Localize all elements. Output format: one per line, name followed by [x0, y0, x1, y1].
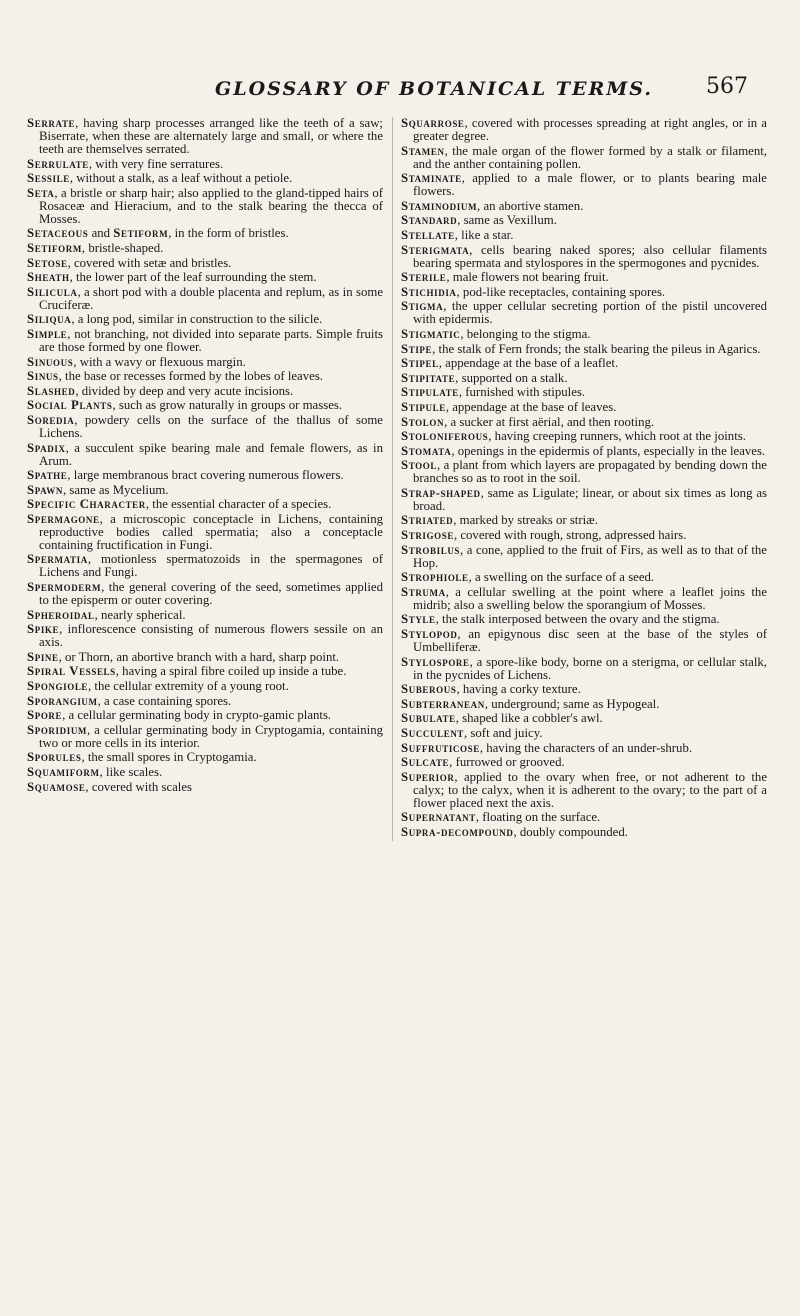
right-column	[392, 117, 767, 841]
entry-term: Stylopod	[401, 627, 458, 642]
entry-term: Subterranean	[401, 696, 485, 711]
entry-definition: , a sucker at first aërial, and then rooting.	[444, 414, 655, 429]
entry-term: Spongiole	[27, 679, 89, 694]
left-column	[27, 117, 383, 795]
entry-term: Setose	[27, 255, 68, 270]
entry-term: Spawn	[27, 482, 63, 497]
glossary-entry	[27, 766, 383, 779]
entry-definition: , cells bearing naked spores; also cellular filaments bearing spermata and stylospores in the spermogones and pycnides.	[413, 242, 767, 270]
glossary-entry	[401, 300, 767, 326]
entry-definition: , or Thorn, an abortive branch with a hard, sharp point.	[58, 649, 340, 664]
entry-term: Stipulate	[401, 385, 459, 400]
glossary-entry	[27, 623, 383, 649]
entry-definition: , motionless spermatozoids in the spermagones of Lichens and Fungi.	[39, 552, 383, 580]
entry-definition: , the small spores in Cryptogamia.	[81, 750, 257, 765]
entry-definition: , divided by deep and very acute incisions.	[75, 383, 294, 398]
entry-definition: , powdery cells on the surface of the thallus of some Lichens.	[39, 412, 383, 440]
glossary-entry	[401, 271, 767, 284]
glossary-entry	[27, 484, 383, 497]
entry-definition: , soft and juicy.	[464, 726, 543, 740]
glossary-entry	[401, 487, 767, 513]
glossary-entry	[27, 242, 383, 255]
glossary-entry	[27, 399, 383, 412]
entry-term: Sulcate	[401, 755, 450, 770]
entry-term: Standard	[401, 213, 458, 228]
entry-term: Supra-decompound	[401, 824, 514, 839]
glossary-entry	[27, 498, 383, 511]
entry-term: Sporidium	[27, 722, 88, 737]
glossary-entry	[27, 313, 383, 326]
glossary-entry	[27, 172, 383, 185]
entry-definition: , nearly spherical.	[94, 607, 186, 622]
glossary-entry	[27, 158, 383, 171]
glossary-entry	[401, 416, 767, 429]
entry-term: Sessile	[27, 171, 70, 186]
entry-definition: , a cellular germinating body in crypto-gamic plants.	[62, 708, 332, 723]
glossary-entry	[401, 117, 767, 143]
glossary-entry	[401, 172, 767, 198]
entry-term: Setiform	[27, 240, 82, 255]
entry-definition: , having a spiral fibre coiled up inside a tube.	[115, 664, 347, 679]
glossary-entry	[401, 529, 767, 542]
entry-definition: , openings in the epidermis of plants, especially in the leaves.	[451, 443, 766, 458]
entry-definition: , without a stalk, as a leaf without a petiole.	[69, 171, 293, 186]
entry-definition: , an abortive stamen.	[477, 198, 584, 213]
entry-definition: , a cone, applied to the fruit of Firs, as well as to that of the Hop.	[413, 542, 767, 570]
running-head: GLOSSARY OF BOTANICAL TERMS.	[215, 78, 653, 100]
entry-term: Spermoderm	[27, 580, 102, 595]
entry-definition: , a long pod, similar in construction to the silicle.	[71, 312, 323, 327]
entry-definition: , having a corky texture.	[456, 682, 581, 697]
glossary-entry	[401, 514, 767, 527]
entry-definition: , like a star.	[454, 227, 514, 242]
glossary-entry	[27, 257, 383, 270]
glossary-entry	[27, 356, 383, 369]
entry-definition: , same as Vexillum.	[457, 213, 557, 228]
entry-term: Sporules	[27, 750, 82, 765]
entry-definition: , covered with processes spreading at right angles, or in a greater degree.	[413, 116, 767, 143]
entry-definition: and	[88, 226, 114, 241]
entry-term: Succulent	[401, 726, 465, 740]
glossary-entry	[401, 544, 767, 570]
entry-definition: , floating on the surface.	[475, 810, 601, 825]
entry-definition: , having sharp processes arranged like the teeth of a saw; Biserrate, when these are alternately large and small, or where the teeth are themselves serrated.	[39, 116, 383, 156]
entry-term: Slashed	[27, 383, 76, 398]
entry-term: Superior	[401, 769, 455, 784]
entry-term: Strobilus	[401, 542, 461, 557]
entry-term: Spermatia	[27, 552, 88, 567]
entry-definition: , inflorescence consisting of numerous flowers sessile on an axis.	[39, 622, 383, 650]
entry-term: Stomata	[401, 443, 452, 458]
entry-term: Suberous	[401, 682, 457, 697]
glossary-entry	[401, 372, 767, 385]
entry-definition: , the upper cellular secreting portion of the pistil uncovered with epidermis.	[413, 299, 767, 327]
glossary-entry	[401, 628, 767, 654]
entry-definition: , covered with setæ and bristles.	[67, 255, 232, 270]
entry-definition: , like scales.	[99, 765, 163, 779]
entry-definition: , a spore-like body, borne on a sterigma, or cellular stalk, in the pycnides of Lichens.	[413, 654, 767, 682]
glossary-entry	[401, 727, 767, 740]
glossary-entry	[401, 698, 767, 711]
entry-definition: , a swelling on the surface of a seed.	[468, 570, 655, 585]
glossary-entry	[401, 656, 767, 682]
glossary-entry	[27, 513, 383, 552]
entry-term: Staminodium	[401, 198, 478, 213]
entry-definition: , a bristle or sharp hair; also applied to the gland-tipped hairs of Rosaceæ and Hieracium, and to the stalk bearing the thecca of Mosses.	[39, 185, 383, 226]
entry-term: Spathe	[27, 468, 68, 483]
glossary-entry	[27, 553, 383, 579]
entry-definition: , marked by streaks or striæ.	[453, 513, 598, 528]
entry-term: Squarrose	[401, 116, 465, 130]
entry-definition: , belonging to the stigma.	[460, 326, 591, 341]
entry-term: Spadix	[27, 440, 66, 455]
entry-definition: , appendage at the base of leaves.	[445, 399, 617, 414]
entry-term: Spore	[27, 708, 63, 723]
entry-definition: , the stalk of Fern fronds; the stalk bearing the pileus in Agarics.	[432, 341, 761, 356]
entry-definition: , having creeping runners, which root at the joints.	[488, 429, 746, 444]
entry-term: Stamen	[401, 143, 445, 158]
entry-term: Soredia	[27, 412, 75, 427]
glossary-entry	[27, 695, 383, 708]
glossary-entry	[401, 613, 767, 626]
glossary-entry	[27, 709, 383, 722]
entry-definition: , such as grow naturally in groups or masses.	[112, 398, 343, 413]
glossary-entry	[27, 227, 383, 240]
entry-term: Spermagone	[27, 511, 100, 526]
entry-term: Stoloniferous	[401, 429, 489, 444]
entry-term: Setiform	[113, 226, 169, 241]
entry-term: Stipitate	[401, 370, 456, 385]
entry-definition: , large membranous bract covering numerous flowers.	[67, 468, 344, 483]
entry-definition: , same as Mycelium.	[62, 482, 169, 497]
entry-term: Setaceous	[27, 226, 89, 241]
entry-definition: , a succulent spike bearing male and female flowers, as in Arum.	[39, 440, 383, 468]
entry-definition: , the cellular extremity of a young root.	[88, 679, 289, 694]
glossary-entry	[401, 586, 767, 612]
entry-term: Strigose	[401, 528, 454, 543]
entry-term: Spine	[27, 649, 59, 664]
entry-term: Sterile	[401, 270, 447, 285]
entry-term: Seta	[27, 185, 55, 200]
entry-definition: , male flowers not bearing fruit.	[446, 270, 609, 285]
entry-definition: , the general covering of the seed, sometimes applied to the episperm or outer covering.	[39, 580, 383, 608]
entry-term: Striated	[401, 513, 454, 528]
glossary-entry	[401, 244, 767, 270]
entry-definition: , supported on a stalk.	[455, 370, 568, 385]
glossary-entry	[401, 229, 767, 242]
entry-definition: , with a wavy or flexuous margin.	[73, 354, 246, 369]
entry-term: Siliqua	[27, 312, 72, 327]
glossary-entry	[27, 286, 383, 312]
glossary-entry	[27, 609, 383, 622]
entry-term: Stipule	[401, 399, 446, 414]
glossary-entry	[401, 328, 767, 341]
entry-term: Squamose	[27, 779, 86, 794]
entry-term: Strophiole	[401, 570, 469, 585]
entry-definition: , shaped like a cobbler's awl.	[455, 711, 603, 726]
glossary-entry	[401, 756, 767, 769]
entry-definition: , furnished with stipules.	[458, 385, 586, 400]
entry-definition: , the essential character of a species.	[145, 497, 332, 512]
entry-term: Spike	[27, 622, 60, 637]
glossary-entry	[401, 811, 767, 824]
glossary-entry	[27, 724, 383, 750]
entry-term: Subulate	[401, 711, 456, 726]
entry-definition: , same as Ligulate; linear, or about six times as long as broad.	[413, 485, 767, 513]
entry-definition: , a short pod with a double placenta and replum, as in some Cruciferæ.	[39, 284, 383, 312]
entry-definition: , covered with rough, strong, adpressed hairs.	[453, 528, 687, 543]
glossary-entry	[27, 751, 383, 764]
glossary-entry	[27, 187, 383, 226]
entry-definition: , doubly compounded.	[513, 824, 628, 839]
glossary-entry	[27, 651, 383, 664]
entry-term: Silicula	[27, 284, 78, 299]
glossary-entry	[401, 343, 767, 356]
entry-term: Serrate	[27, 116, 76, 130]
glossary-entry	[27, 117, 383, 156]
entry-term: Stipe	[401, 341, 433, 356]
entry-term: Sporangium	[27, 693, 98, 708]
entry-term: Stipel	[401, 356, 439, 371]
glossary-entry	[401, 200, 767, 213]
entry-definition: , furrowed or grooved.	[449, 755, 565, 770]
entry-definition: , a cellular germinating body in Cryptogamia, containing two or more cells in its interior.	[39, 722, 383, 750]
glossary-entry	[401, 445, 767, 458]
glossary-entry	[401, 357, 767, 370]
entry-definition: , the base or recesses formed by the lobes of leaves.	[58, 369, 323, 384]
glossary-entry	[27, 328, 383, 354]
entry-definition: , the lower part of the leaf surrounding the stem.	[69, 270, 317, 285]
glossary-entry	[27, 414, 383, 440]
entry-term: Spheroidal	[27, 607, 95, 622]
glossary-entry	[401, 712, 767, 725]
entry-term: Struma	[401, 584, 446, 599]
entry-definition: , underground; same as Hypogeal.	[484, 696, 660, 711]
glossary-entry	[401, 286, 767, 299]
entry-definition: , pod-like receptacles, containing spores.	[456, 284, 666, 299]
glossary-entry	[401, 683, 767, 696]
glossary-entry	[401, 771, 767, 810]
entry-term: Squamiform	[27, 765, 100, 779]
glossary-entry	[401, 571, 767, 584]
entry-definition: , appendage at the base of a leaflet.	[438, 356, 619, 371]
entry-term: Style	[401, 612, 436, 627]
entry-term: Supernatant	[401, 810, 476, 825]
entry-term: Spiral Vessels	[27, 664, 116, 679]
page-number: 567	[706, 74, 748, 99]
entry-definition: , a plant from which layers are propagated by bending down the branches so as to root in the soil.	[413, 458, 767, 486]
entry-term: Sterigmata	[401, 242, 470, 257]
entry-term: Stichidia	[401, 284, 457, 299]
glossary-entry	[401, 214, 767, 227]
entry-term: Suffruticose	[401, 740, 480, 755]
entry-definition: , having the characters of an under-shrub.	[479, 740, 693, 755]
glossary-entry	[27, 665, 383, 678]
entry-definition: , a microscopic conceptacle in Lichens, containing reproductive bodies called spermatia; also a conceptacle containing fructification in Fungi.	[39, 511, 383, 552]
glossary-entry	[401, 459, 767, 485]
glossary-entry	[401, 826, 767, 839]
glossary-entry	[27, 271, 383, 284]
entry-definition: , covered with scales	[85, 779, 193, 794]
glossary-entry	[27, 581, 383, 607]
entry-term: Strap-shaped	[401, 485, 481, 500]
entry-definition: , the stalk interposed between the ovary and the stigma.	[435, 612, 720, 627]
glossary-entry	[401, 742, 767, 755]
glossary-entry	[27, 680, 383, 693]
glossary-entry	[401, 401, 767, 414]
entry-term: Sinuous	[27, 354, 74, 369]
entry-term: Simple	[27, 326, 68, 341]
entry-term: Stellate	[401, 227, 455, 242]
entry-definition: , with very fine serratures.	[88, 156, 224, 171]
glossary-entry	[27, 385, 383, 398]
glossary-entry	[27, 781, 383, 794]
entry-definition: , applied to the ovary when free, or not adherent to the calyx; to the calyx, when it is adherent to the ovary; to the part of a flower placed next the axis.	[413, 769, 767, 810]
entry-term: Sheath	[27, 270, 70, 285]
glossary-entry	[27, 442, 383, 468]
entry-term: Stigmatic	[401, 326, 461, 341]
glossary-entry	[401, 430, 767, 443]
entry-term: Sinus	[27, 369, 59, 384]
entry-definition: , an epigynous disc seen at the base of the styles of Umbelliferæ.	[413, 627, 767, 655]
entry-term: Serrulate	[27, 156, 89, 171]
entry-term: Stigma	[401, 299, 444, 314]
entry-definition: , applied to a male flower, or to plants bearing male flowers.	[413, 171, 767, 199]
glossary-entry	[401, 386, 767, 399]
entry-definition: , not branching, not divided into separate parts. Simple fruits are those formed by one flower.	[39, 326, 383, 354]
glossary-entry	[401, 145, 767, 171]
entry-term: Social Plants	[27, 398, 113, 413]
glossary-entry	[27, 469, 383, 482]
entry-term: Stolon	[401, 414, 445, 429]
entry-term: Staminate	[401, 171, 462, 186]
entry-term: Stool	[401, 458, 437, 473]
glossary-entry	[27, 370, 383, 383]
entry-definition: , a case containing spores.	[97, 693, 232, 708]
entry-definition: , bristle-shaped.	[81, 240, 164, 255]
entry-term: Specific Character	[27, 497, 146, 512]
entry-term: Stylospore	[401, 654, 470, 669]
entry-definition: , the male organ of the flower formed by a stalk or filament, and the anther containing pollen.	[413, 143, 767, 171]
entry-definition: , a cellular swelling at the point where a leaflet joins the midrib; also a swelling below the sporangium of Mosses.	[413, 584, 767, 612]
entry-definition: , in the form of bristles.	[168, 226, 289, 241]
